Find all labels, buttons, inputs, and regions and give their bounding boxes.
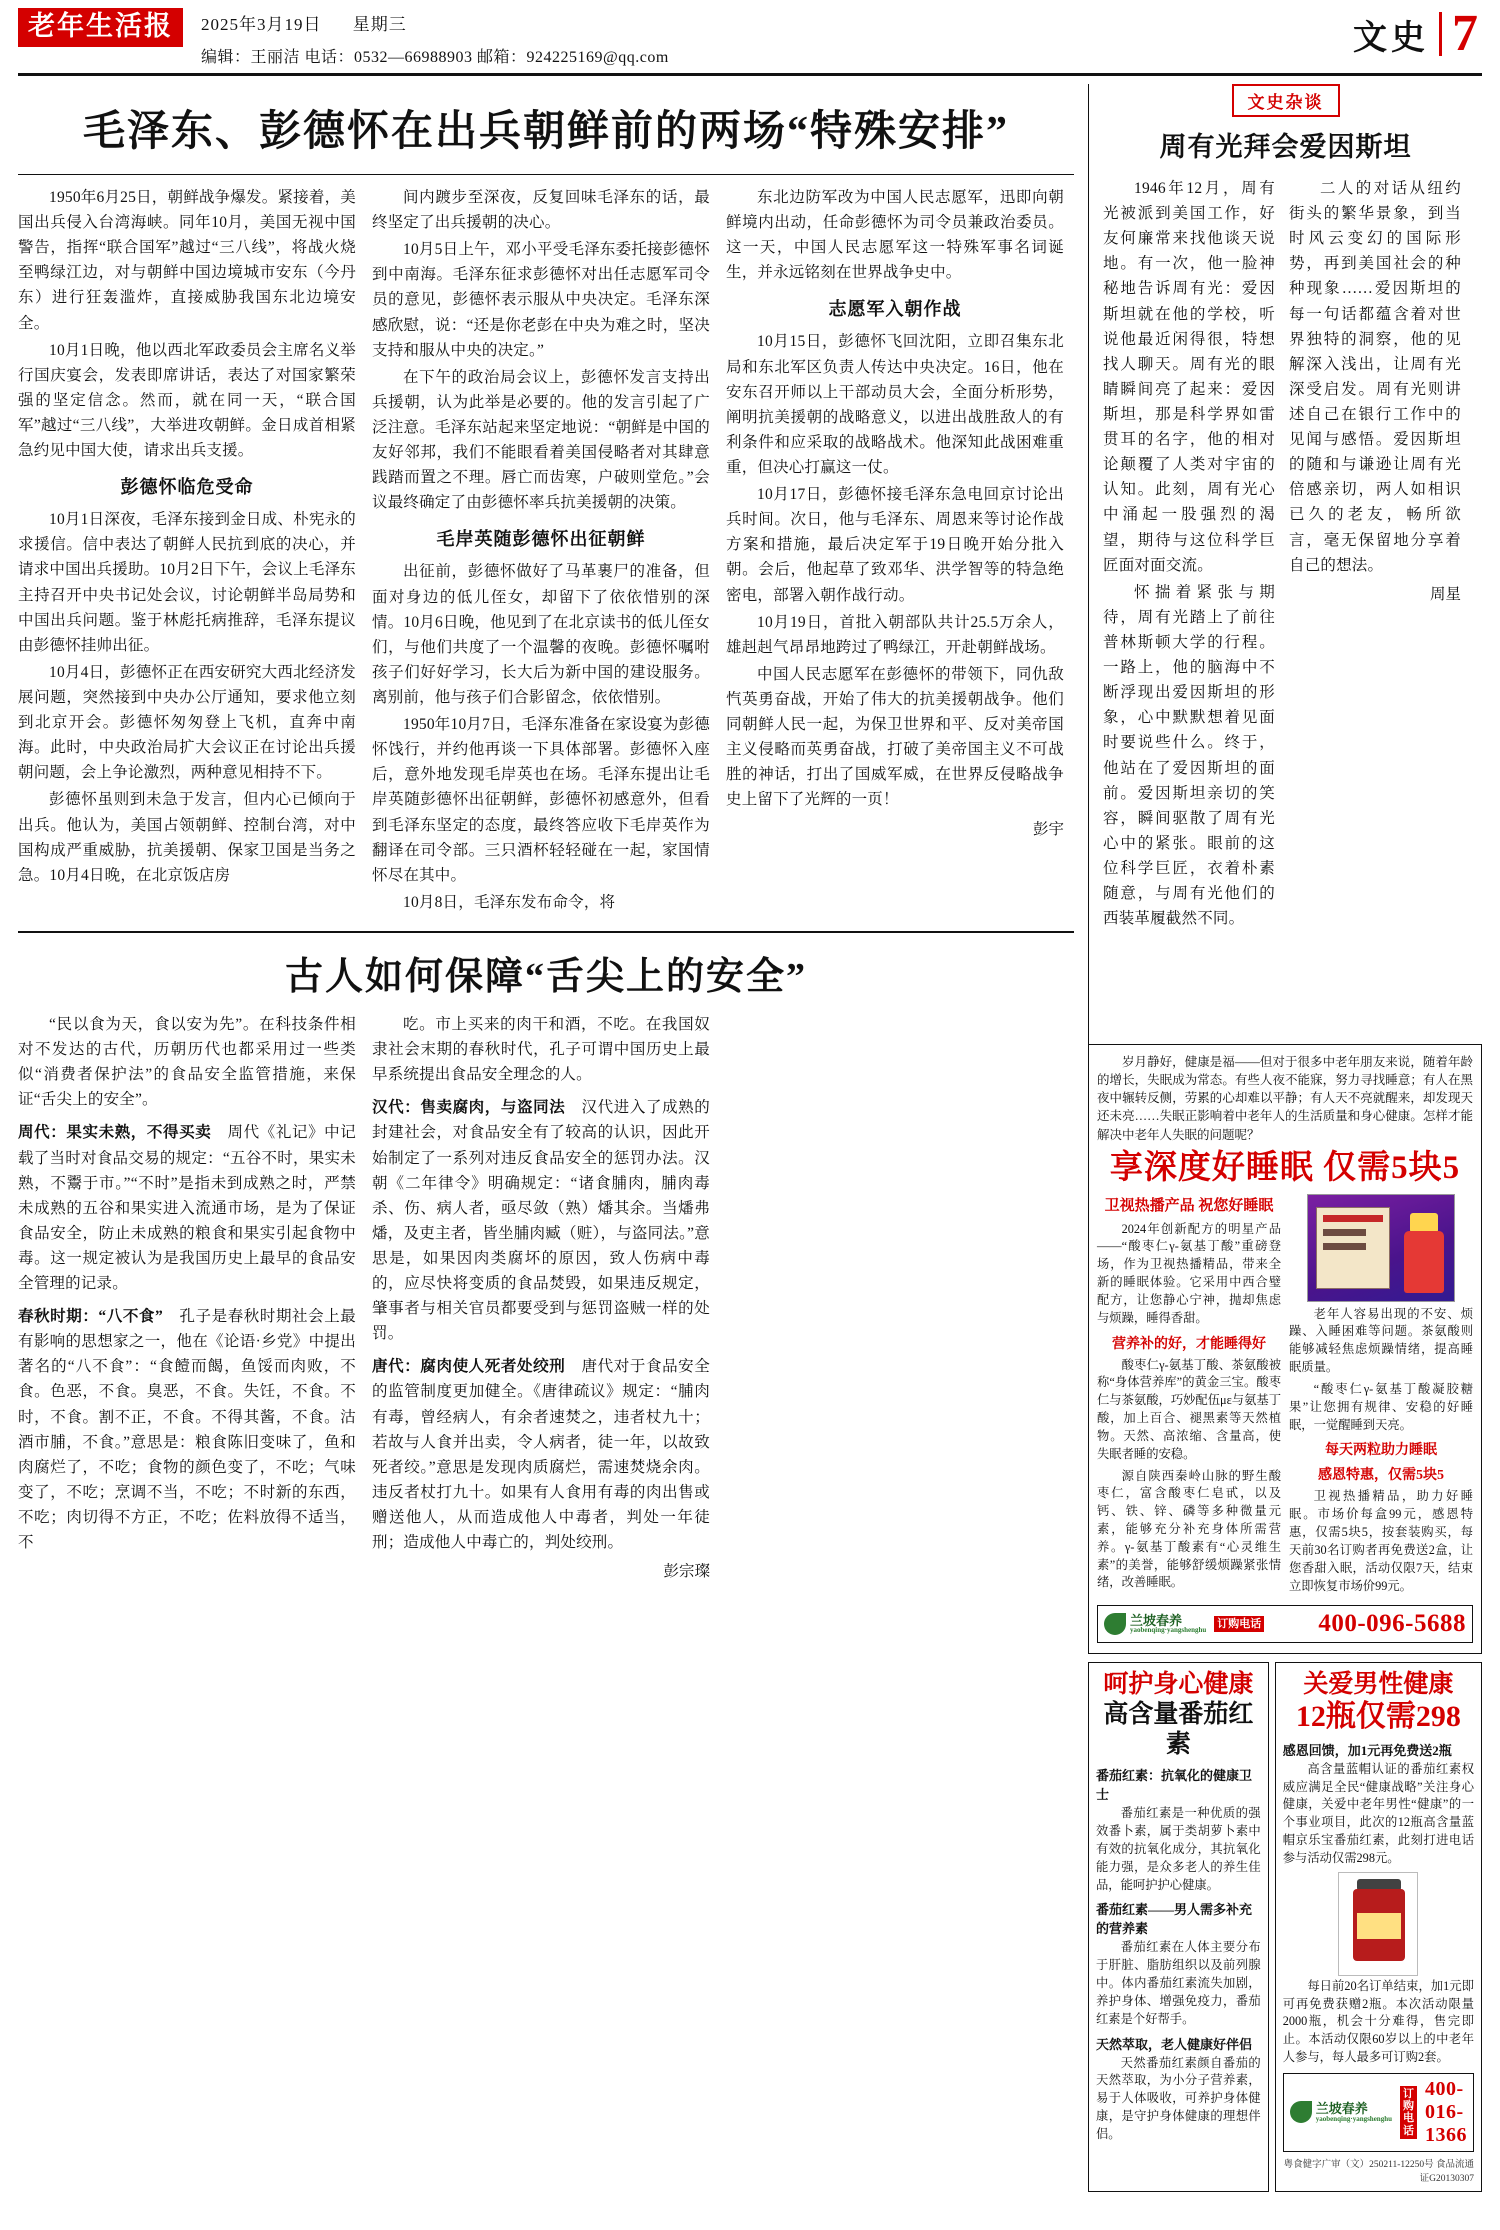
order-phone-number[interactable]: 400-096-5688 [1318, 1610, 1466, 1638]
bottle-cap-icon [1410, 1213, 1438, 1233]
article2-col1 [18, 1012, 356, 1581]
advertisement-area [1088, 1044, 1482, 2192]
paragraph: 天然番茄红素颜自番茄的天然萃取，为小分子营养素，易于人体吸收，可养护身体健康，是守护身体健康的理想伴侣。 [1096, 2055, 1261, 2141]
right-article-title: 周有光拜会爱因斯坦 [1159, 132, 1412, 162]
right-article-col1 [1103, 176, 1275, 933]
order-phone-label: 订购电话 [1400, 2086, 1417, 2138]
brand-name: 兰坡春养 [1130, 1612, 1183, 1628]
right-article-col2 [1289, 176, 1461, 933]
ad-approval-note: 粤食健字广审（文）250211-12250号 食品流通证G20130307 [1283, 2159, 1474, 2184]
paragraph: 汉代进入了成熟的封建社会，对食品安全有了较高的认识，因此开始制定了一系列对违反食品安全的惩罚办法。汉朝《二年律令》明确规定：“诸食脯肉，脯肉毒杀、伤、病人者，亟尽敛（熟）燔其余。当燔弗燔，及吏主者，皆坐脯肉臧（赃），与盗同法。”意思是，如果因肉类腐坏的原因，致人伤病中毒的，应尽快将变质的食品焚毁，如果违反规定，肇事者与相关官员都要受到与惩罚盗贼一样的处罚。 [372, 1099, 710, 1343]
publish-date: 2025年3月19日 [201, 15, 322, 34]
paragraph: 老年人容易出现的不安、烦躁、入睡困难等问题。茶氨酸则能够减轻焦虑烦躁情绪，提高睡眠质量。 [1289, 1306, 1473, 1375]
paragraph: 间内踱步至深夜，反复回味毛泽东的话，最终坚定了出兵援朝的决心。 [372, 189, 710, 232]
ad-male-title-big: 12瓶仅需298 [1295, 1700, 1461, 1734]
page-number: 7 [1452, 5, 1478, 62]
masthead-info [201, 8, 1353, 67]
article1-subheading-3: 志愿军入朝作战 [828, 299, 962, 320]
paragraph: 10月19日，首批入朝部队共计25.5万余人，雄赳赳气昂昂地跨过了鸭绿江，开赴朝鲜战场。 [726, 613, 1064, 656]
ad-male-title-red: 关爱男性健康 [1303, 1671, 1454, 1699]
paragraph: 源自陕西秦岭山脉的野生酸枣仁，富含酸枣仁皂甙，以及钙、铁、锌、磷等多种微量元素，能够充分补充身体所需营养。γ-氨基丁酸素有“心灵维生素”的美誉，能够舒缓烦躁紧张情绪，改善睡眠。 [1097, 1468, 1281, 1590]
ad-sleep-subtitle: 卫视热播产品 祝您好睡眠 [1104, 1197, 1274, 1214]
article2-columns [18, 1012, 1074, 1581]
leaf-icon [1290, 2101, 1312, 2123]
brand-logo-sleep [1104, 1613, 1206, 1635]
box-stripe [1323, 1215, 1383, 1222]
paragraph: 高含量蓝帽认证的番茄红素权威应满足全民“健康战略”关注身心健康，关爱中老年男性“健康”的一个事业项目，此次的12瓶高含量蓝帽京乐宝番茄红素，此刻打进电话参与活动仅需298元。 [1282, 1761, 1474, 1865]
ad-sleep-phone-bar[interactable] [1097, 1605, 1473, 1643]
product-image-lycopene [1338, 1872, 1418, 1976]
paragraph: 彭德怀虽则到未急于发言，但内心已倾向于出兵。他认为，美国占领朝鲜、控制台湾，对中国构成严重威胁，抗美援朝、保家卫国是当务之急。10月4日晚，在北京饭店房 [18, 791, 356, 884]
column-tag: 文史杂谈 [1232, 84, 1340, 117]
ad-lycopene-heading-2: 番茄红素——男人需多补充的营养素 [1096, 1902, 1253, 1937]
product-box-icon [1316, 1207, 1390, 1289]
brand-pinyin: yaobenqing·yangshenghu [1130, 1626, 1207, 1635]
paragraph: 酸枣仁γ-氨基丁酸、茶氨酸被称“身体营养库”的黄金三宝。酸枣仁与茶氨酸，巧妙配伍με与氨基丁酸，加上百合、褪黑素等天然植物。天然、高浓缩、含量高，使失眠者睡的安稳。 [1097, 1357, 1281, 1461]
article2-subheading-2: 春秋时期：“八不食” [18, 1308, 163, 1326]
bottle-icon [1404, 1231, 1444, 1293]
right-article-byline: 周星 [1429, 585, 1461, 603]
publish-weekday: 星期三 [352, 15, 407, 34]
article2-byline: 彭宗璨 [663, 1563, 710, 1581]
ad-male-phone-bar[interactable] [1283, 2073, 1474, 2152]
paragraph: 1950年6月25日，朝鲜战争爆发。紧接着，美国出兵侵入台湾海峡。同年10月，美国无视中国警告，指挥“联合国军”越过“三八线”，将战火烧至鸭绿江边，对与朝鲜中国边境城市安东（今丹东）进行狂轰滥炸，直接威胁我国东北边境安全。 [18, 189, 356, 332]
ad-sleep-heading-3: 感恩特惠，仅需5块5 [1318, 1468, 1444, 1484]
editor-contact: 编辑：王丽洁 电话：0532—66988903 邮箱：924225169@qq.com [201, 49, 669, 66]
section-title: 文史 [1353, 19, 1429, 57]
article1-col2 [372, 185, 710, 917]
brand-pinyin: yaobenqing·yangshenghu [1315, 2114, 1392, 2123]
paragraph: 1946年12月，周有光被派到美国工作，好友何廉常来找他谈天说地。有一次，他一脸神秘地告诉周有光：爱因斯坦就在他的学校，听说他最近闲得很，特想找人聊天。周有光的眼睛瞬间亮了起来：爱因斯坦，那是科学界如雷贯耳的名字，他的相对论颠覆了人类对宇宙的认知。此刻，周有光心中涌起一股强烈的渴望，期待与这位科学巨匠面对面交流。 [1103, 180, 1275, 574]
paragraph: 10月1日深夜，毛泽东接到金日成、朴宪永的求援信。信中表达了朝鲜人民抗到底的决心，并请求中国出兵援助。10月2日下午，会议上毛泽东主持召开中央书记处会议，讨论朝鲜半岛局势和中国出兵问题。鉴于林彪托病推辞，毛泽东提议由彭德怀挂帅出征。 [18, 511, 356, 654]
brand-name: 兰坡春养 [1315, 2100, 1368, 2116]
ad-sleep-heading-2: 每天两粒助力睡眠 [1325, 1443, 1437, 1459]
ad-lycopene-heading-3: 天然萃取，老人健康好伴侣 [1096, 2036, 1253, 2052]
ad-sleep-lede: 岁月静好，健康是福——但对于很多中老年朋友来说，随着年龄的增长，失眠成为常态。有些人夜不能寐，努力寻找睡意；有人在黑夜中辗转反侧，劳累的心却难以平静；有人天不亮就醒来，却发现天还未亮……失眠正影响着中老年人的生活质量和身心健康。怎样才能解决中老年人失眠的问题呢？ [1097, 1055, 1473, 1142]
paragraph: “民以食为天，食以安为先”。在科技条件相对不发达的古代，历朝历代也都采用过一些类似“消费者保护法”的食品安全监管措施，来保证“舌尖上的安全”。 [18, 1015, 356, 1109]
paragraph: 东北边防军改为中国人民志愿军，迅即向朝鲜境内出动，任命彭德怀为司令员兼政治委员。这一天，中国人民志愿军这一特殊军事名词诞生，并永远铭刻在世界战争史中。 [726, 189, 1064, 282]
paragraph: 每日前20名订单结束，加1元即可再免费获赠2瓶。本次活动限量2000瓶，机会十分难得，售完即止。本活动仅限60岁以上的中老年人参与，每人最多可订购2套。 [1282, 1978, 1474, 2065]
paragraph: 在下午的政治局会议上，彭德怀发言支持出兵援朝，认为此举是必要的。他的发言引起了广泛注意。毛泽东站起来坚定地说：“朝鲜是中国的友好邻邦，我们不能眼看着美国侵略者对其肆意践踏而置之不理。唇亡而齿寒，户破则堂危。”会议最终确定了由彭德怀率兵抗美援朝的决策。 [372, 368, 710, 512]
right-article-columns [1103, 176, 1468, 933]
paragraph: 出征前，彭德怀做好了马革裹尸的准备，但面对身边的低儿侄女，却留下了依依惜别的深情。10月6日晚，他见到了在北京读书的低儿侄女们，与他们共度了一个温馨的夜晚。彭德怀嘱咐孩子们好好学习，长大后为新中国的建设服务。离别前，他与孩子们合影留念，依依惜别。 [372, 563, 710, 706]
jar-label-icon [1357, 1913, 1401, 1939]
paragraph: 吃。市上买来的肉干和酒，不吃。在我国奴隶社会末期的春秋时代，孔子可谓中国历史上最早系统提出食品安全理念的人。 [372, 1015, 710, 1084]
ad-sleep-right [1289, 1194, 1473, 1600]
brand-logo-male [1290, 2101, 1392, 2123]
box-stripe [1323, 1243, 1366, 1250]
paragraph: 10月8日，毛泽东发布命令，将 [403, 893, 616, 911]
article2-subheading-1: 周代：果实未熟，不得买卖 [18, 1124, 212, 1142]
newspaper-logo: 老年生活报 [18, 8, 183, 47]
masthead-date-row [201, 10, 1353, 35]
paragraph: 10月15日，彭德怀飞回沈阳，立即召集东北局和东北军区负责人传达中央决定。16日，他在安东召开师以上干部动员大会，全面分析形势，阐明抗美援朝的战略意义，以进出战胜敌人的有利条件和应采取的战略战术。他深知此战困难重重，但决心打赢这一仗。 [726, 333, 1064, 476]
article2-title: 古人如何保障“舌尖上的安全” [284, 955, 807, 998]
ad-sleep-body [1097, 1194, 1473, 1600]
masthead [18, 0, 1482, 76]
paragraph: 卫视热播精品，助力好睡眠。市场价每盒99元，感恩特惠，仅需5块5，按套装购买，每天前30名订购者再免费送2盒，让您香甜入眠，活动仅限7天，结束立即恢复市场价99元。 [1289, 1489, 1473, 1593]
ad-pair [1088, 1662, 1482, 2192]
paragraph: 孔子是春秋时期社会上最有影响的思想家之一，他在《论语·乡党》中提出著名的“八不食”：“食饐而餲，鱼馁而肉败，不食。色恶，不食。臭恶，不食。失饪，不食。不时，不食。割不正，不食。不得其酱，不食。沽酒市脯，不食。”意思是：粮食陈旧变味了，鱼和肉腐烂了，不吃；食物的颜色变了，不吃；气味变了，不吃；烹调不当，不吃；不时新的东西，不吃；肉切得不方正，不吃；佐料放得不适当，不 [18, 1308, 357, 1552]
masthead-section-area [1353, 5, 1482, 62]
column-tag-wrap [1103, 84, 1468, 117]
ad-sleep-heading-1: 营养补的好，才能睡得好 [1112, 1336, 1266, 1352]
paragraph: 10月17日，彭德怀接毛泽东急电回京讨论出兵时间。次日，他与毛泽东、周恩来等讨论作战方案和措施，最后决定军于19日晚开始分批入朝。会后，他起草了致邓华、洪学智等的特急绝密电，部署入朝作战行动。 [726, 486, 1064, 604]
ad-lycopene-title: 高含量番茄红素 [1103, 1701, 1254, 1759]
paragraph: 10月4日，彭德怀正在西安研究大西北经济发展问题，突然接到中央办公厅通知，要求他立刻到北京开会。彭德怀匆匆登上飞机，直奔中南海。此时，中央政治局扩大会议正在讨论出兵援朝问题，会上争论激烈，两种意见相持不下。 [18, 663, 356, 782]
paragraph: 番茄红素是一种优质的强效番卜素，属于类胡萝卜素中有效的抗氧化成分，其抗氧化能力强，是众多老人的养生佳品，能呵护护心健康。 [1096, 1806, 1261, 1892]
paragraph: 10月1日晚，他以西北军政委员会主席名义举行国庆宴会，发表即席讲话，表达了对国家繁荣强的坚定信念。然而，就在同一天，“联合国军”越过“三八线”，大举进攻朝鲜。金日成首相紧急约见中国大使，请求出兵支援。 [18, 341, 356, 460]
article1-subheading-2: 毛岸英随彭德怀出征朝鲜 [436, 529, 646, 550]
ad-sleep[interactable] [1088, 1044, 1482, 1654]
box-stripe [1323, 1229, 1366, 1236]
ad-sleep-title: 享深度好睡眠 仅需5块5 [1109, 1149, 1461, 1186]
article1-subheading-1: 彭德怀临危受命 [120, 477, 254, 498]
paragraph: 1950年10月7日，毛泽东准备在家设宴为彭德怀饯行，并约他再谈一下具体部署。彭德怀入座后，意外地发现毛岸英也在场。毛泽东提出让毛岸英随彭德怀出征朝鲜，彭德怀初感意外，但看到毛泽东坚定的态度，最终答应收下毛岸英作为翻译在司令部。三只酒杯轻轻碰在一起，家国情怀尽在其中。 [372, 716, 710, 884]
article2-subheading-3: 汉代：售卖腐肉，与盗同法 [372, 1099, 566, 1117]
ad-lycopene-heading-1: 番茄红素：抗氧化的健康卫士 [1096, 1768, 1253, 1803]
paragraph: 怀揣着紧张与期待，周有光踏上了前往普林斯顿大学的行程。一路上，他的脑海中不断浮现出爱因斯坦的形象，心中默默想着见面时要说些什么。终于，他站在了爱因斯坦的面前。爱因斯坦亲切的笑容，瞬间驱散了周有光心中的紧张。眼前的这位科学巨匠，衣着朴素随意，与周有光他们的西装革履截然不同。 [1103, 583, 1275, 928]
article2-col3-spacer [726, 1012, 1064, 1581]
leaf-icon [1104, 1613, 1126, 1635]
ad-male-health[interactable] [1275, 1662, 1482, 2192]
article1-title: 毛泽东、彭德怀在出兵朝鲜前的两场“特殊安排” [18, 84, 1074, 175]
ad-sleep-left [1097, 1194, 1281, 1600]
section-divider [1439, 12, 1442, 56]
paragraph: 中国人民志愿军在彭德怀的带领下，同仇敌忾英勇奋战，开始了伟大的抗美援朝战争。他们同朝鲜人民一起，为保卫世界和平、反对美帝国主义侵略而英勇奋战，打破了美帝国主义不可战胜的神话，打出了国威军威，在世界反侵略战争史上留下了光辉的一页！ [726, 665, 1064, 809]
paragraph: 番茄红素在人体主要分布于肝脏、脂肪组织以及前列腺中。体内番茄红素流失加剧，养护身体、增强免疫力，番茄红素是个好帮手。 [1096, 1940, 1261, 2026]
article2-col2 [372, 1012, 710, 1581]
paragraph: 2024年创新配方的明星产品——“酸枣仁γ-氨基丁酸”重磅登场，作为卫视热播精品，带来全新的睡眠体验。它采用中西合璧配方，让您静心宁神，抛却焦虑与烦躁，睡得香甜。 [1097, 1221, 1281, 1325]
paragraph: 10月5日上午，邓小平受毛泽东委托接彭德怀到中南海。毛泽东征求彭德怀对出任志愿军司令员的意见，彭德怀表示服从中央决定。毛泽东深感欣慰，说：“还是你老彭在中央为难之时，坚决支持和服从中央的决定。” [372, 241, 710, 359]
article1-byline: 彭宇 [1032, 820, 1064, 838]
paragraph: 周代《礼记》中记载了当时对食品交易的规定：“五谷不时，果实未熟，不鬻于市。”“不时”是指未到成熟之时，严禁未成熟的五谷和果实进入流通市场，是为了保证食品安全，防止未成熟的粮食和果实引起食物中毒。这一规定被认为是我国历史上最早的食品安全管理的记录。 [18, 1124, 356, 1293]
article2-subheading-4: 唐代：腐肉使人死者处绞刑 [372, 1358, 566, 1376]
product-image-sleep [1307, 1194, 1455, 1302]
main-column [18, 84, 1088, 1581]
article1-columns [18, 185, 1074, 917]
order-phone-label: 订购电话 [1214, 1616, 1264, 1632]
article1-col3 [726, 185, 1064, 917]
ad-lycopene-title-red: 呵护身心健康 [1103, 1671, 1254, 1699]
ad-male-heading-1: 感恩回馈，加1元再免费送2瓶 [1282, 1742, 1452, 1758]
paragraph: “酸枣仁γ-氨基丁酸凝胶糖果”让您拥有规律、安稳的好睡眠，一觉醒睡到天亮。 [1289, 1381, 1473, 1432]
paragraph: 二人的对话从纽约街头的繁华景象，到当时风云变幻的国际形势，再到美国社会的种种现象……爱因斯坦的每一句话都蕴含着对世界独特的洞察，他的见解深入浅出，让周有光深受启发。周有光则讲述自己在银行工作中的见闻与感悟。爱因斯坦的随和与谦逊让周有光倍感亲切，两人如相识已久的老友，畅所欲言，毫无保留地分享着自己的想法。 [1289, 180, 1461, 574]
ad-lycopene[interactable] [1088, 1662, 1269, 2192]
paragraph: 唐代对于食品安全的监管制度更加健全。《唐律疏议》规定：“脯肉有毒，曾经病人，有余者速焚之，违者杖九十；若故与人食并出卖，令人病者，徒一年，以故致死者绞。”意思是发现肉质腐烂，需速焚烧余肉。违反者杖打九十。如果有人食用有毒的肉出售或赠送他人，从而造成他人中毒者，判处一年徒刑；造成他人中毒亡的，判处绞刑。 [372, 1358, 710, 1552]
article1-col1 [18, 185, 356, 917]
order-phone-number[interactable]: 400-016-1366 [1425, 2077, 1467, 2146]
